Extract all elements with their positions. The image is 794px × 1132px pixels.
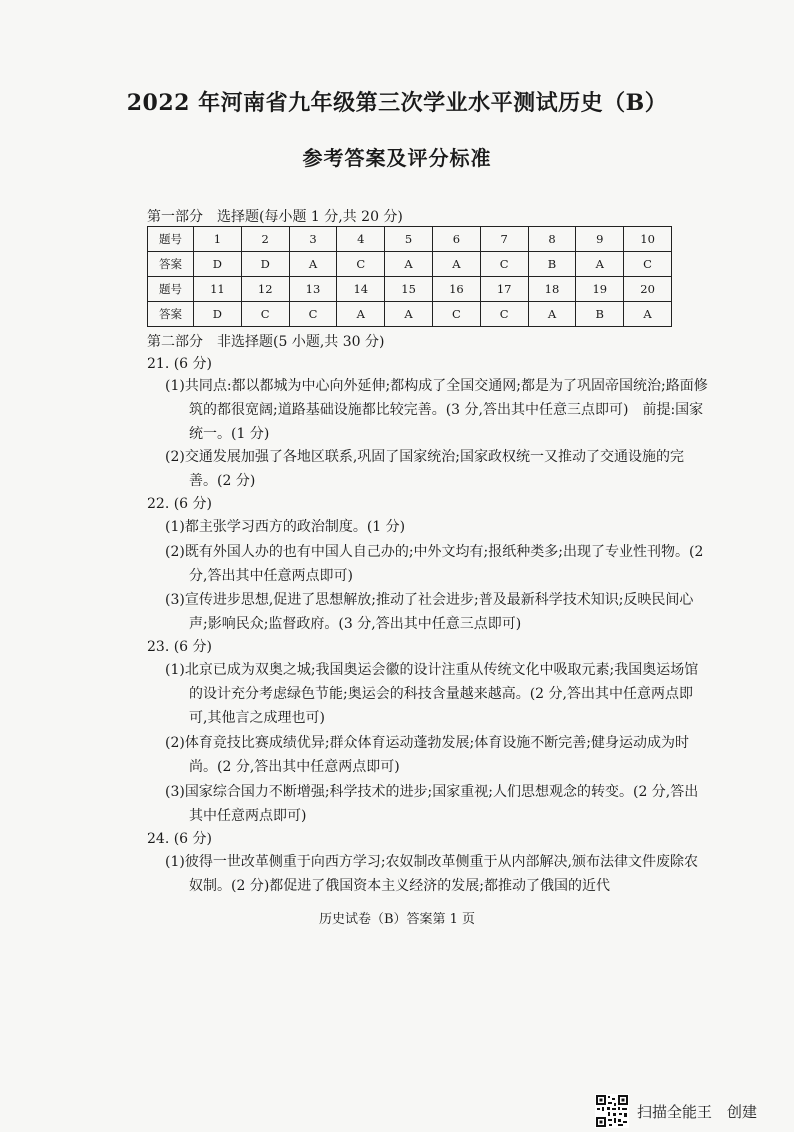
- question-23-item-3: (3)国家综合国力不断增强;科学技术的进步;国家重视;人们思想观念的转变。(2 分,答出其中任意两点即可): [165, 784, 699, 824]
- table-cell: A: [385, 302, 433, 327]
- table-cell: A: [576, 252, 624, 277]
- table-cell: 18: [528, 277, 576, 302]
- table-cell: 11: [194, 277, 242, 302]
- table-row: [148, 227, 672, 252]
- table-cell: A: [385, 252, 433, 277]
- table-cell: A: [289, 252, 337, 277]
- question-23-heading: 23. (6 分): [147, 639, 212, 655]
- table-cell: C: [432, 302, 480, 327]
- table-cell: 1: [194, 227, 242, 252]
- table-cell: B: [576, 302, 624, 327]
- table-cell: 5: [385, 227, 433, 252]
- table-cell: C: [241, 302, 289, 327]
- qr-code-icon: [595, 1094, 629, 1128]
- question-22-heading: 22. (6 分): [147, 496, 212, 512]
- table-cell: D: [241, 252, 289, 277]
- table-cell: 20: [624, 277, 672, 302]
- question-21-item-1: (1)共同点:都以都城为中心向外延伸;都构成了全国交通网;都是为了巩固帝国统治;路面修筑的都很宽阔;道路基础设施都比较完善。(3 分,答出其中任意三点即可) 前提:国家统一。(1 分): [165, 378, 708, 442]
- table-cell: 题号: [148, 277, 194, 302]
- table-cell: 7: [480, 227, 528, 252]
- table-cell: B: [528, 252, 576, 277]
- question-24-item-1: (1)彼得一世改革侧重于向西方学习;农奴制改革侧重于从内部解决,颁布法律文件废除农奴制。(2 分)都促进了俄国资本主义经济的发展;都推动了俄国的近代: [165, 854, 698, 894]
- table-cell: 2: [241, 227, 289, 252]
- part2-heading: 第二部分 非选择题(5 小题,共 30 分): [147, 334, 385, 350]
- question-22-item-2: (2)既有外国人办的也有中国人自己办的;中外文均有;报纸种类多;出现了专业性刊物。(2 分,答出其中任意两点即可): [165, 544, 704, 584]
- table-cell: 19: [576, 277, 624, 302]
- table-cell: 6: [432, 227, 480, 252]
- table-cell: A: [337, 302, 385, 327]
- question-23-item-2: (2)体育竞技比赛成绩优异;群众体育运动蓬勃发展;体育设施不断完善;健身运动成为时尚。(2 分,答出其中任意两点即可): [165, 735, 689, 775]
- table-cell: 4: [337, 227, 385, 252]
- question-24-heading: 24. (6 分): [147, 831, 212, 847]
- scanner-watermark: [595, 1091, 757, 1131]
- table-cell: D: [194, 252, 242, 277]
- table-cell: 答案: [148, 302, 194, 327]
- question-22-item-3: (3)宣传进步思想,促进了思想解放;推动了社会进步;普及最新科学技术知识;反映民间心声;影响民众;监督政府。(3 分,答出其中任意三点即可): [165, 592, 694, 632]
- table-cell: 答案: [148, 252, 194, 277]
- table-cell: C: [289, 302, 337, 327]
- table-row: [148, 252, 672, 277]
- question-23-item-1: (1)北京已成为双奥之城;我国奥运会徽的设计注重从传统文化中吸取元素;我国奥运场馆的设计充分考虑绿色节能;奥运会的科技含量越来越高。(2 分,答出其中任意两点即可,其他言之成理也可): [165, 662, 699, 726]
- table-cell: 9: [576, 227, 624, 252]
- question-22-item-1: (1)都主张学习西方的政治制度。(1 分): [165, 519, 406, 535]
- table-cell: 14: [337, 277, 385, 302]
- table-cell: A: [528, 302, 576, 327]
- table-cell: 10: [624, 227, 672, 252]
- table-cell: C: [624, 252, 672, 277]
- part1-heading: 第一部分 选择题(每小题 1 分,共 20 分): [147, 209, 403, 225]
- table-cell: 12: [241, 277, 289, 302]
- table-cell: 17: [480, 277, 528, 302]
- question-21-item-2: (2)交通发展加强了各地区联系,巩固了国家统治;国家政权统一又推动了交通设施的完善。(2 分): [165, 449, 684, 489]
- table-cell: D: [194, 302, 242, 327]
- table-row: [148, 302, 672, 327]
- table-cell: 3: [289, 227, 337, 252]
- watermark-text: 扫描全能王 创建: [637, 1102, 758, 1121]
- table-cell: 15: [385, 277, 433, 302]
- question-21-heading: 21. (6 分): [147, 356, 212, 372]
- table-cell: A: [624, 302, 672, 327]
- page-footer: 历史试卷（B）答案第 1 页: [318, 912, 476, 927]
- table-cell: 题号: [148, 227, 194, 252]
- table-cell: C: [337, 252, 385, 277]
- table-cell: 8: [528, 227, 576, 252]
- table-cell: A: [432, 252, 480, 277]
- page-title: 2022 年河南省九年级第三次学业水平测试历史（B）: [126, 90, 668, 116]
- answer-table: [147, 226, 672, 327]
- table-cell: 13: [289, 277, 337, 302]
- table-row: [148, 277, 672, 302]
- page-subtitle: 参考答案及评分标准: [302, 146, 492, 170]
- table-cell: 16: [432, 277, 480, 302]
- table-cell: C: [480, 302, 528, 327]
- table-cell: C: [480, 252, 528, 277]
